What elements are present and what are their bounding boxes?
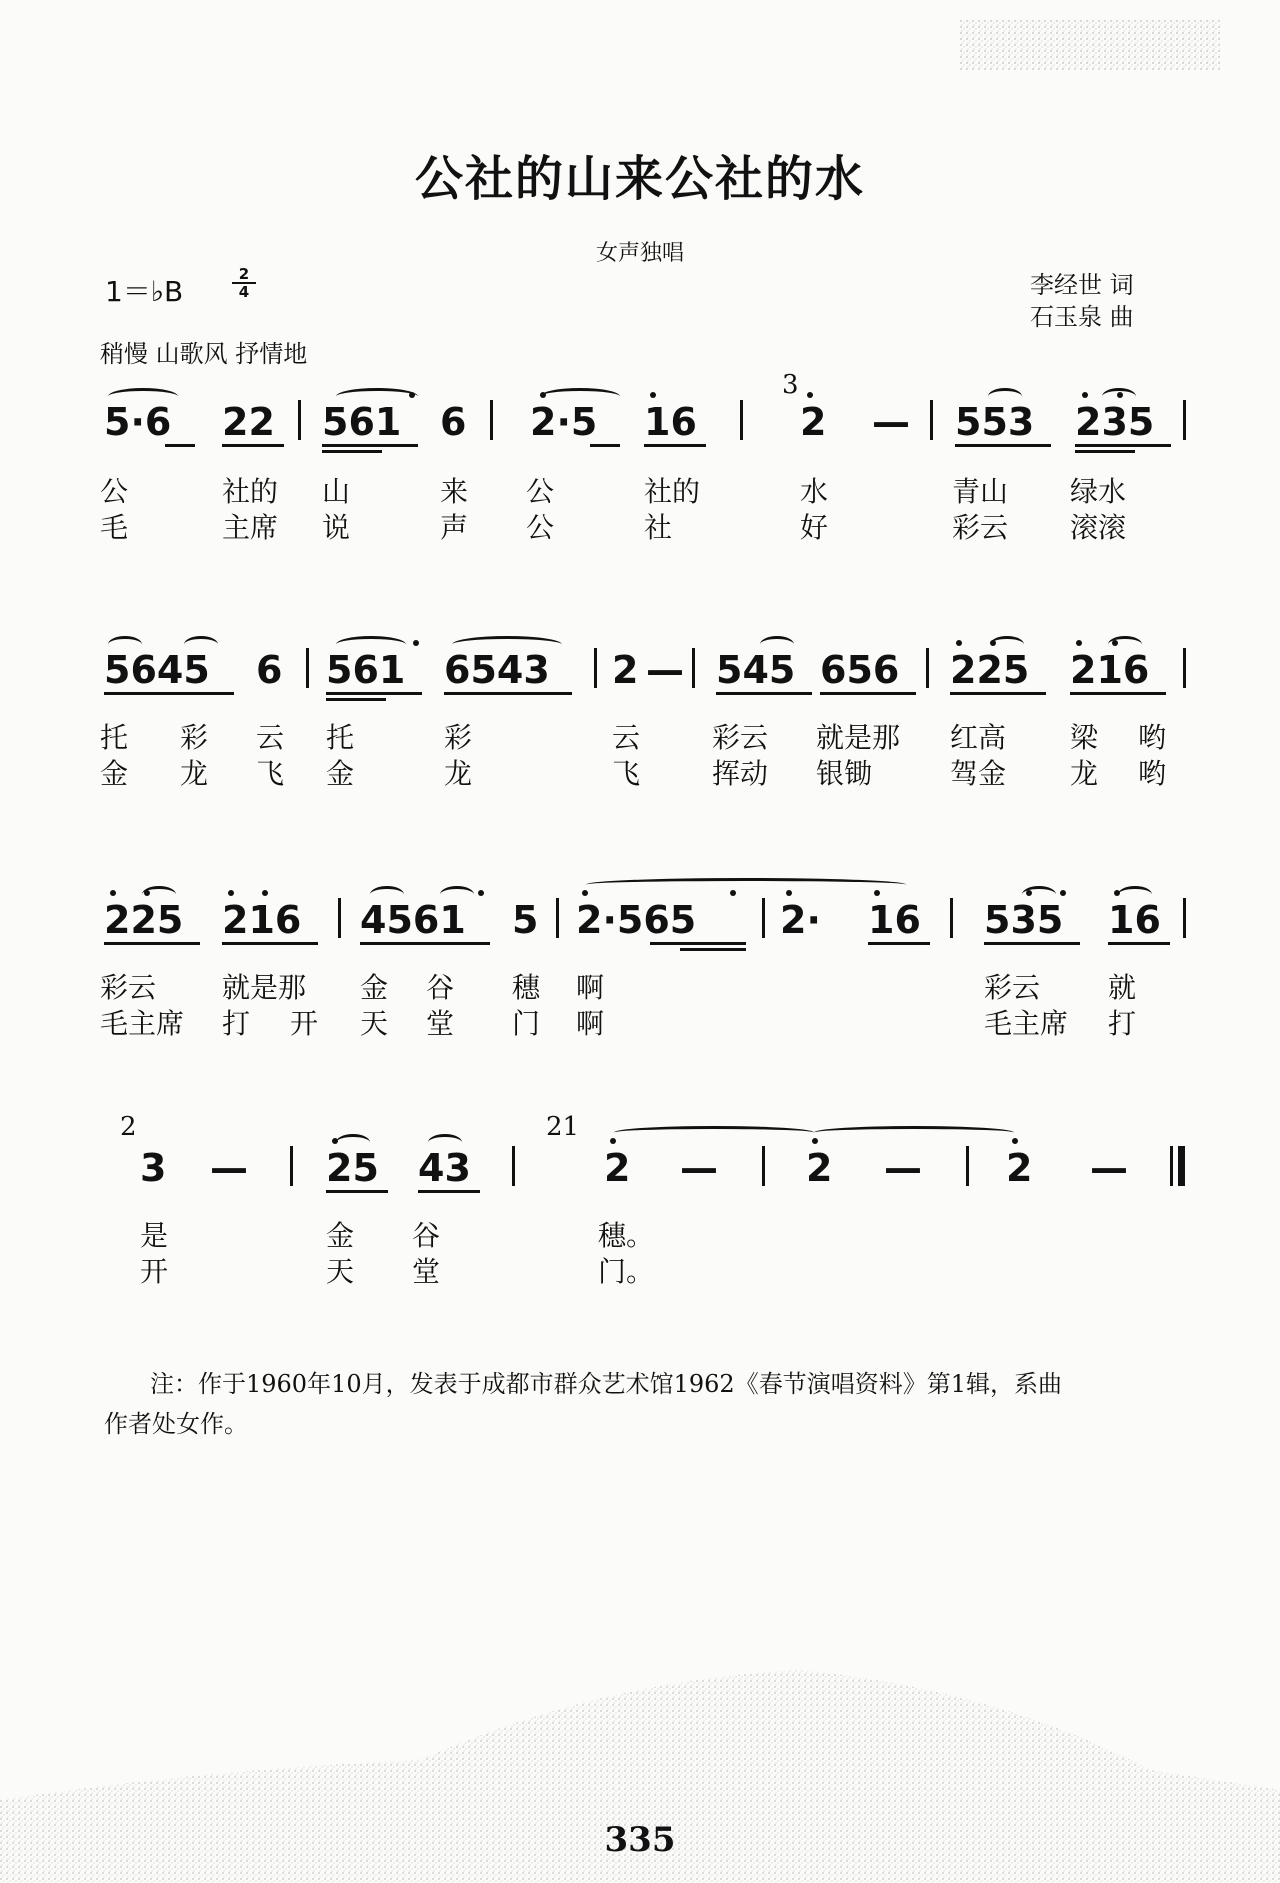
lyric: 门。 — [598, 1255, 655, 1288]
underline — [360, 942, 490, 945]
octave-dot — [540, 392, 546, 398]
slur — [440, 886, 474, 903]
grace-note: 3 — [782, 370, 799, 400]
note-group: — — [210, 1146, 248, 1190]
note-group: — — [646, 648, 684, 692]
lyric: 金 — [326, 1219, 355, 1252]
tie — [814, 1126, 1014, 1139]
barline — [930, 400, 933, 440]
lyric: 穗 — [512, 971, 541, 1004]
lyric: 彩云 — [712, 721, 769, 754]
underline — [955, 444, 1051, 447]
barline — [692, 648, 695, 688]
note-group: 656 — [820, 648, 900, 692]
underline — [326, 692, 422, 695]
lyric: 毛 — [100, 511, 129, 544]
slur — [108, 636, 142, 653]
lyric: 水 — [800, 475, 829, 508]
note-group: — — [1090, 1146, 1128, 1190]
barline — [926, 648, 929, 688]
lyric: 云 — [612, 721, 641, 754]
octave-dot — [1076, 640, 1082, 646]
octave-dot — [610, 1138, 616, 1144]
note-group: — — [872, 400, 910, 444]
octave-dot — [478, 890, 484, 896]
underline — [165, 444, 195, 447]
underline — [222, 942, 318, 945]
lyric: 托 — [326, 721, 355, 754]
lyric: 堂 — [426, 1007, 455, 1040]
lyric: 彩 — [180, 721, 209, 754]
underline — [650, 942, 746, 945]
octave-dot — [332, 1138, 338, 1144]
lyric: 龙 — [444, 757, 473, 790]
tie — [614, 1126, 814, 1139]
lyric: 金 — [100, 757, 129, 790]
underline — [104, 942, 200, 945]
underline — [1070, 692, 1166, 695]
octave-dot — [730, 890, 736, 896]
octave-dot — [1060, 890, 1066, 896]
footnote-line-1: 注：作于1960年10月，发表于成都市群众艺术馆1962《春节演唱资料》第1辑，系曲 — [150, 1370, 1062, 1398]
lyric: 穗。 — [598, 1219, 655, 1252]
underline — [322, 444, 418, 447]
note-group: 545 — [716, 648, 796, 692]
note-group: 2·565 — [576, 898, 697, 942]
lyric: 堂 — [412, 1255, 441, 1288]
note-group: 16 — [644, 400, 697, 444]
note-group: 2 — [1006, 1146, 1033, 1190]
lyric: 公 — [526, 511, 555, 544]
octave-dot — [413, 640, 419, 646]
lyric: 谷 — [412, 1219, 441, 1252]
slur — [370, 886, 404, 903]
lyric: 梁 — [1070, 721, 1099, 754]
octave-dot — [650, 392, 656, 398]
lyric: 哟 — [1138, 757, 1167, 790]
lyric: 啊 — [576, 971, 605, 1004]
slur — [540, 388, 620, 405]
underline — [984, 942, 1080, 945]
octave-dot — [1012, 1138, 1018, 1144]
octave-dot — [1114, 890, 1120, 896]
lyric: 天 — [326, 1255, 355, 1288]
performance-type: 女声独唱 — [595, 241, 684, 266]
lyric: 彩 — [444, 721, 473, 754]
barline — [762, 1146, 765, 1186]
grace-note: 2 — [120, 1112, 137, 1142]
octave-dot — [807, 392, 813, 398]
lyric: 好 — [800, 511, 829, 544]
octave-dot — [786, 890, 792, 896]
lyric: 公 — [526, 475, 555, 508]
octave-dot — [874, 890, 880, 896]
barline — [762, 898, 765, 938]
underline — [222, 444, 284, 447]
barline — [290, 1146, 293, 1186]
barline — [1183, 648, 1186, 688]
lyric: 金 — [326, 757, 355, 790]
note-group: 216 — [222, 898, 302, 942]
lyric: 公 — [100, 475, 129, 508]
note-group: 6 — [256, 648, 283, 692]
lyric: 就是那 — [222, 971, 307, 1004]
barline — [556, 898, 559, 938]
lyric: 是 — [140, 1219, 169, 1252]
lyric: 啊 — [576, 1007, 605, 1040]
lyric: 开 — [290, 1007, 319, 1040]
key-signature: 1＝♭B — [105, 275, 184, 308]
lyric: 飞 — [612, 757, 641, 790]
lyric: 山 — [322, 475, 351, 508]
note-group: 225 — [950, 648, 1030, 692]
slur — [108, 388, 178, 405]
page-number: 335 — [604, 1820, 676, 1860]
barline — [1183, 898, 1186, 938]
lyric: 托 — [100, 721, 129, 754]
note-group: 5645 — [104, 648, 210, 692]
lyric: 打 — [222, 1007, 251, 1040]
note-group: 235 — [1075, 400, 1155, 444]
lyric: 说 — [322, 511, 351, 544]
octave-dot — [1026, 890, 1032, 896]
slur — [988, 388, 1022, 405]
note-group: 16 — [1108, 898, 1161, 942]
barline — [594, 648, 597, 688]
note-group: 4561 — [360, 898, 466, 942]
lyric: 云 — [256, 721, 285, 754]
slur — [428, 1134, 462, 1151]
underline — [326, 1190, 388, 1193]
underline — [716, 692, 812, 695]
barline — [512, 1146, 515, 1186]
note-group: 561 — [326, 648, 406, 692]
note-group: 553 — [955, 400, 1035, 444]
lyric: 飞 — [256, 757, 285, 790]
slur — [586, 878, 906, 891]
barline — [338, 898, 341, 938]
lyric: 社的 — [644, 475, 701, 508]
underline — [1075, 450, 1135, 453]
underline — [820, 692, 916, 695]
note-group: 2· — [780, 898, 821, 942]
barline — [1183, 400, 1186, 440]
lyric: 驾金 — [950, 757, 1007, 790]
lyric: 天 — [360, 1007, 389, 1040]
octave-dot — [956, 640, 962, 646]
note-group: 6543 — [444, 648, 550, 692]
octave-dot — [990, 640, 996, 646]
lyric: 社 — [644, 511, 673, 544]
octave-dot — [1117, 392, 1123, 398]
tempo-mark: 稍慢 山歌风 抒情地 — [100, 340, 308, 368]
octave-dot — [110, 890, 116, 896]
note-group: 16 — [868, 898, 921, 942]
slur — [1118, 886, 1152, 903]
note-group: 535 — [984, 898, 1064, 942]
underline — [590, 444, 620, 447]
octave-dot — [1082, 392, 1088, 398]
lyric: 谷 — [426, 971, 455, 1004]
footnote-line-2: 作者处女作。 — [104, 1410, 248, 1438]
barline — [490, 400, 493, 440]
grace-note: 21 — [546, 1112, 580, 1142]
note-group: 5·6 — [104, 400, 172, 444]
lyric: 滚滚 — [1070, 511, 1127, 544]
slur — [336, 1134, 370, 1151]
underline — [868, 942, 930, 945]
note-group: 5 — [512, 898, 539, 942]
note-group: 6 — [440, 400, 467, 444]
song-title: 公社的山来公社的水 — [414, 151, 865, 207]
note-group: 3 — [140, 1146, 167, 1190]
time-signature: 2 4 — [232, 266, 256, 300]
lyric: 开 — [140, 1255, 169, 1288]
barline — [306, 648, 309, 688]
underline — [1108, 942, 1170, 945]
slur — [336, 388, 418, 405]
lyric: 主席 — [222, 511, 279, 544]
lyric: 门 — [512, 1007, 541, 1040]
note-group: 25 — [326, 1146, 379, 1190]
underline — [322, 450, 382, 453]
barline — [298, 400, 301, 440]
lyric: 毛主席 — [984, 1007, 1069, 1040]
note-group: 2 — [612, 648, 639, 692]
lyric: 龙 — [180, 757, 209, 790]
lyric: 彩云 — [100, 971, 157, 1004]
note-group: 2 — [604, 1146, 631, 1190]
lyric: 社的 — [222, 475, 279, 508]
lyric: 挥动 — [712, 757, 769, 790]
octave-dot — [1112, 640, 1118, 646]
underline — [418, 1190, 480, 1193]
slur — [452, 636, 562, 653]
octave-dot — [262, 890, 268, 896]
lyric: 银锄 — [816, 757, 873, 790]
note-group: 561 — [322, 400, 402, 444]
note-group: 22 — [222, 400, 275, 444]
final-barline — [1170, 1146, 1173, 1186]
underline — [680, 948, 746, 951]
note-group: 2 — [800, 400, 827, 444]
underline — [1075, 444, 1171, 447]
lyricist: 李经世 词 — [1030, 271, 1134, 299]
underline — [444, 692, 572, 695]
lyric: 彩云 — [952, 511, 1009, 544]
barline — [950, 898, 953, 938]
barline — [740, 400, 743, 440]
lyric: 彩云 — [984, 971, 1041, 1004]
lyric: 龙 — [1070, 757, 1099, 790]
decorative-speckle — [960, 20, 1220, 70]
lyric: 就 — [1108, 971, 1137, 1004]
underline — [644, 444, 706, 447]
slur — [184, 636, 218, 653]
note-group: 2·5 — [530, 400, 598, 444]
slur — [760, 636, 794, 653]
slur — [336, 636, 406, 653]
lyric: 金 — [360, 971, 389, 1004]
lyric: 哟 — [1138, 721, 1167, 754]
octave-dot — [582, 890, 588, 896]
lyric: 红高 — [950, 721, 1007, 754]
octave-dot — [228, 890, 234, 896]
composer: 石玉泉 曲 — [1030, 303, 1134, 331]
note-group: 2 — [806, 1146, 833, 1190]
note-group: — — [680, 1146, 718, 1190]
lyric: 来 — [440, 475, 469, 508]
lyric: 绿水 — [1070, 475, 1127, 508]
lyric: 毛主席 — [100, 1007, 185, 1040]
octave-dot — [409, 392, 415, 398]
octave-dot — [812, 1138, 818, 1144]
lyric: 声 — [440, 511, 469, 544]
barline — [966, 1146, 969, 1186]
final-barline — [1178, 1146, 1185, 1186]
lyric: 打 — [1108, 1007, 1137, 1040]
note-group: 216 — [1070, 648, 1150, 692]
lyric: 就是那 — [816, 721, 901, 754]
underline — [326, 698, 386, 701]
lyric: 青山 — [952, 475, 1009, 508]
note-group: — — [884, 1146, 922, 1190]
note-group: 225 — [104, 898, 184, 942]
underline — [104, 692, 234, 695]
underline — [950, 692, 1046, 695]
note-group: 43 — [418, 1146, 471, 1190]
octave-dot — [144, 890, 150, 896]
